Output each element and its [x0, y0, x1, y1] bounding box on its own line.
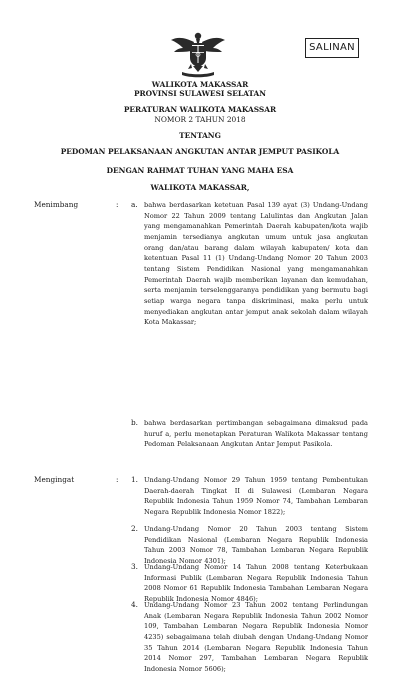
mengingat-1-marker: 1. [131, 475, 138, 484]
menimbang-a-marker: a. [131, 200, 138, 209]
mengingat-3-marker: 3. [131, 562, 138, 571]
mengingat-4-text: Undang-Undang Nomor 23 Tahun 2002 tentang Perlindungan Anak (Lembaran Negara Republik Indonesia Tahun 2002 Nomor 109, Tambahan Lembaran Negara Republik Indonesia Nomor 4235) sebagaimana telah diubah dengan Undang-Undang Nomor 35 Tahun 2014 (Lembaran Negara Republik Indonesia Tahun 2014 Nomor 297, Tambahan Lembaran Negara Republik Indonesia Nomor 5606); [144, 601, 368, 673]
regulation-subject: PEDOMAN PELAKSANAAN ANGKUTAN ANTAR JEMPUT PASIKOLA [60, 147, 340, 156]
menimbang-b-marker: b. [131, 418, 138, 427]
mengingat-2-text: Undang-Undang Nomor 20 Tahun 2003 tentang Sistem Pendidikan Nasional (Lembaran Negara Republik Indonesia Tahun 2003 Nomor 78, Tambahan Lembaran Negara Republik Indonesia Nomor 4301); [144, 525, 368, 565]
menimbang-label: Menimbang [34, 200, 79, 209]
menimbang-colon: : [116, 200, 119, 209]
mengingat-colon: : [116, 475, 119, 484]
mayor-title: WALIKOTA MAKASSAR [151, 80, 249, 89]
preamble: DENGAN RAHMAT TUHAN YANG MAHA ESA [106, 166, 294, 175]
regulation-title: PERATURAN WALIKOTA MAKASSAR [123, 105, 277, 114]
mengingat-4-marker: 4. [131, 600, 138, 609]
province-title: PROVINSI SULAWESI SELATAN [133, 89, 267, 98]
garuda-emblem-icon [168, 30, 228, 78]
mengingat-2-marker: 2. [131, 524, 138, 533]
salinan-stamp: SALINAN [305, 38, 359, 58]
menimbang-a-text: bahwa berdasarkan ketetuan Pasal 139 ayat (3) Undang-Undang Nomor 22 Tahun 2009 tentang Lalulintas dan Angkutan Jalan yang mengamanahkan Pemerintah Daerah kabupaten/kota wajib menjamin tersedianya angkutan umum untuk jasa angkutan orang dan/atau barang dalam wilayah kabupaten/ kota dan ketentuan Pasal 11 (1) Undang-Undang Nomor 20 Tahun 2003 tentang Sistem Pendidikan Nasional yang mengamanahkan Pemerintah Daerah wajib memberikan layanan dan kemudahan, serta menjamin terselenggaranya pendidikan yang bermutu bagi setiap warga negara tanpa diskriminasi, maka perlu untuk menyediakan angkutan antar jemput anak sekolah dalam wilayah Kota Makassar; [144, 201, 368, 327]
mengingat-label: Mengingat [34, 475, 75, 484]
tentang-heading: TENTANG [179, 131, 221, 140]
authority-line: WALIKOTA MAKASSAR, [150, 183, 250, 192]
menimbang-b-text: bahwa berdasarkan pertimbangan sebagaimana dimaksud pada huruf a, perlu menetapkan Peraturan Walikota Makassar tentang Pedoman Pelaksanaan Angkutan Antar Jemput Pasikola. [144, 419, 368, 449]
mengingat-3-text: Undang-Undang Nomor 14 Tahun 2008 tentang Keterbukaan Informasi Publik (Lembaran Negara Republik Indonesia Tahun 2008 Nomor 61 Republik Indonesia Tambahan Lembaran Negara Republik Indonesia Nomor 4846); [144, 563, 368, 603]
mengingat-1-text: Undang-Undang Nomor 29 Tahun 1959 tentang Pembentukan Daerah-daerah Tingkat II di Sulawesi (Lembaran Negara Republik Indonesia Tahun 1959 Nomor 74, Tambahan Lembaran Negara Republik Indonesia Nomor 1822); [144, 476, 368, 516]
regulation-number: NOMOR 2 TAHUN 2018 [154, 115, 246, 124]
